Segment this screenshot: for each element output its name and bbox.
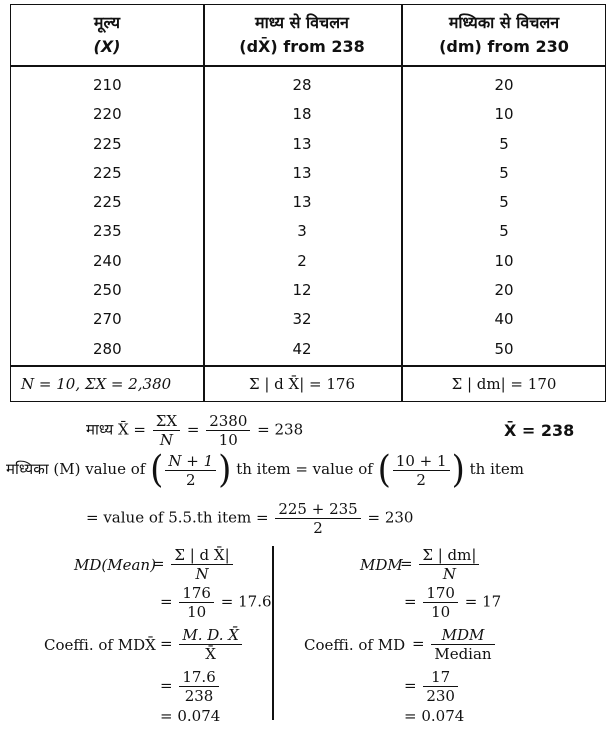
totals-row	[11, 367, 605, 401]
cell-dx: 3	[297, 222, 307, 241]
header-value-line2: (X)	[93, 37, 121, 56]
mean-formula: माध्य X̄ = $\frac{\Sigma X}{N}$ = $\frac{2380}{10}$ = 238	[86, 412, 304, 449]
mean-result: = 238	[257, 420, 304, 439]
md-mean-value: = $\frac{176}{10}$ = 17.6	[160, 584, 272, 621]
table-row	[11, 159, 605, 188]
table-body	[11, 71, 605, 364]
mean-answer: X̄ = 238	[504, 421, 575, 440]
cell-dm: 40	[494, 310, 514, 329]
header-median-deviation-line1: मध्यिका से विचलन	[448, 13, 560, 32]
md-mean-formula: = $\frac{\text{Σ | d X̄|}}{N}$	[152, 546, 235, 583]
table-row	[11, 217, 605, 246]
cell-x: 210	[93, 76, 122, 94]
table-row	[11, 100, 605, 129]
cell-dm: 10	[494, 105, 514, 124]
table-row	[11, 188, 605, 217]
cell-dm: 50	[494, 339, 514, 358]
coeff-md-median-value: = $\frac{17}{230}$	[404, 668, 460, 705]
header-mean-deviation-line1: माध्य से विचलन	[255, 13, 349, 32]
cell-x: 250	[93, 281, 122, 300]
coeff-md-mean-value: = $\frac{17.6}{238}$	[160, 668, 221, 705]
median-result: = 230	[367, 508, 414, 527]
md-mean-label: MD(Mean)	[74, 556, 156, 574]
cell-dx: 32	[292, 310, 312, 329]
fraction: $\frac{225 + 235}{2}$	[275, 500, 360, 537]
cell-dm: 5	[499, 193, 509, 212]
cell-dx: 12	[292, 281, 312, 300]
total-sum-dx: Σ | d X̄| = 176	[248, 375, 356, 393]
cell-dx: 2	[297, 251, 307, 270]
header-value-line1: मूल्य	[93, 13, 121, 32]
fraction: $\frac{N + 1}{2}$	[165, 452, 216, 489]
coeff-md-mean-label: Coeffi. of MDX̄	[44, 636, 156, 654]
table-row	[11, 247, 605, 276]
total-n-sum-x: N = 10, ΣX = 2,380	[21, 375, 172, 393]
fraction: $\frac{10 + 1}{2}$	[393, 452, 450, 489]
coeff-md-mean-formula: = $\frac{M. D. X̄}{X̄}$	[160, 626, 244, 663]
coeff-md-median-result: = 0.074	[404, 707, 465, 725]
md-median-label: MDM	[360, 556, 403, 574]
cell-dm: 5	[499, 134, 509, 153]
cell-dm: 20	[494, 76, 514, 94]
coeff-md-median-label: Coeffi. of MD	[304, 636, 406, 654]
median-label: मध्यिका (M) value of	[6, 460, 146, 478]
mean-label: माध्य X̄ =	[86, 420, 146, 439]
cell-x: 235	[93, 222, 122, 241]
cell-x: 220	[93, 105, 122, 124]
cell-x: 225	[93, 163, 122, 182]
header-mean-deviation-line2: (dX̄) from 238	[239, 37, 365, 56]
total-sum-dm: Σ | dm| = 170	[451, 375, 557, 393]
deviation-table	[10, 4, 606, 402]
cell-dx: 13	[292, 193, 312, 212]
md-median-formula: = $\frac{\Sigma | dm|}{N}$	[400, 546, 481, 583]
cell-x: 270	[93, 310, 122, 329]
header-value	[11, 11, 203, 63]
cell-dm: 5	[499, 222, 509, 241]
cell-dx: 42	[292, 339, 312, 358]
cell-dm: 10	[494, 251, 514, 270]
header-divider	[11, 65, 605, 67]
coeff-md-median-formula: = $\frac{\text{MDM}}{\text{Median}}$	[412, 626, 497, 663]
header-mean-deviation	[203, 11, 401, 63]
cell-x: 280	[93, 339, 122, 358]
cell-dx: 13	[292, 134, 312, 153]
md-median-value: = $\frac{170}{10}$ = 17	[404, 584, 502, 621]
fraction: $\frac{\Sigma X}{N}$	[153, 412, 180, 449]
table-row	[11, 130, 605, 159]
cell-x: 225	[93, 134, 122, 153]
header-median-deviation	[401, 11, 607, 63]
median-value-line: = value of 5.5.th item = $\frac{225 + 235}{2}$ = 230	[86, 500, 414, 537]
cell-x: 225	[93, 193, 122, 212]
median-formula: मध्यिका (M) value of ( $\frac{N + 1}{2}$ ) th item = value of ( $\frac{10 + 1}{2}$ ) th item	[6, 448, 525, 492]
table-row	[11, 305, 605, 334]
cell-dm: 20	[494, 281, 514, 300]
table-row	[11, 71, 605, 100]
cell-dx: 13	[292, 163, 312, 182]
table-row	[11, 276, 605, 305]
cell-dm: 5	[499, 163, 509, 182]
fraction: $\frac{2380}{10}$	[206, 412, 250, 449]
cell-dx: 18	[292, 105, 312, 124]
cell-x: 240	[93, 251, 122, 270]
cell-dx: 28	[292, 76, 312, 94]
header-median-deviation-line2: (dm) from 230	[439, 37, 569, 56]
table-row	[11, 335, 605, 364]
column-separator	[272, 546, 274, 720]
coeff-md-mean-result: = 0.074	[160, 707, 221, 725]
